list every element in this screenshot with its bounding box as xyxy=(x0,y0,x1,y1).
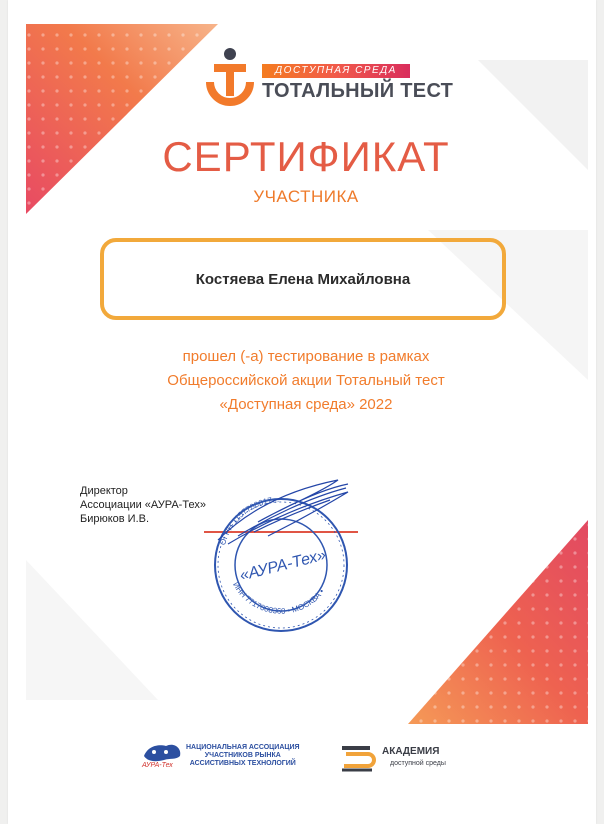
description-line-2: Общероссийской акции Тотальный тест xyxy=(167,372,445,389)
academy-title: АКАДЕМИЯ xyxy=(382,746,440,757)
description-line-1: прошел (-а) тестирование в рамках xyxy=(182,348,430,365)
stamp-center-text: «АУРА-Тех» xyxy=(238,546,328,585)
books-icon xyxy=(338,742,378,774)
aura-tech-association-logo xyxy=(140,738,310,778)
stamp-ring-bottom: ИНН 7717008360 • МОСКВА • xyxy=(231,580,327,616)
certificate-title: СЕРТИФИКАТ xyxy=(162,133,450,180)
recipient-name: Костяева Елена Михайловна xyxy=(195,270,411,288)
academy-subtitle: доступной среды xyxy=(390,760,446,767)
association-line-3: АССИСТИВНЫХ ТЕХНОЛОГИЙ xyxy=(189,760,296,767)
association-line-2: УЧАСТНИКОВ РЫНКА xyxy=(204,752,281,759)
svg-text:ИНН 7717008360 • МОСКВА • xyxy=(231,581,326,616)
signatory-name: Бирюков И.В. xyxy=(80,513,150,525)
certificate-page xyxy=(8,0,596,824)
aura-tech-logo-text: АУРА-Тех xyxy=(142,762,173,769)
signatory-organization: Ассоциации «АУРА-Тех» xyxy=(80,499,206,511)
official-stamp xyxy=(198,470,368,640)
association-name xyxy=(186,744,300,768)
stamp-ring-top: ОГРН 1157700017... xyxy=(218,495,280,547)
certificate-subtitle: УЧАСТНИКА xyxy=(253,187,359,206)
description-line-3: «Доступная среда» 2022 xyxy=(219,396,393,413)
brand-title: ТОТАЛЬНЫЙ ТЕСТ xyxy=(262,80,454,102)
brand-tagline: ДОСТУПНАЯ СРЕДА xyxy=(262,64,410,78)
recipient-name-box xyxy=(100,238,506,320)
total-test-logo-icon xyxy=(200,44,262,108)
signatory-block xyxy=(80,484,206,526)
certificate-description xyxy=(8,345,596,417)
association-line-1: НАЦИОНАЛЬНАЯ АССОЦИАЦИЯ xyxy=(186,744,300,751)
academy-logo xyxy=(338,742,468,778)
signatory-position: Директор xyxy=(80,485,128,497)
brand-header xyxy=(200,44,454,114)
